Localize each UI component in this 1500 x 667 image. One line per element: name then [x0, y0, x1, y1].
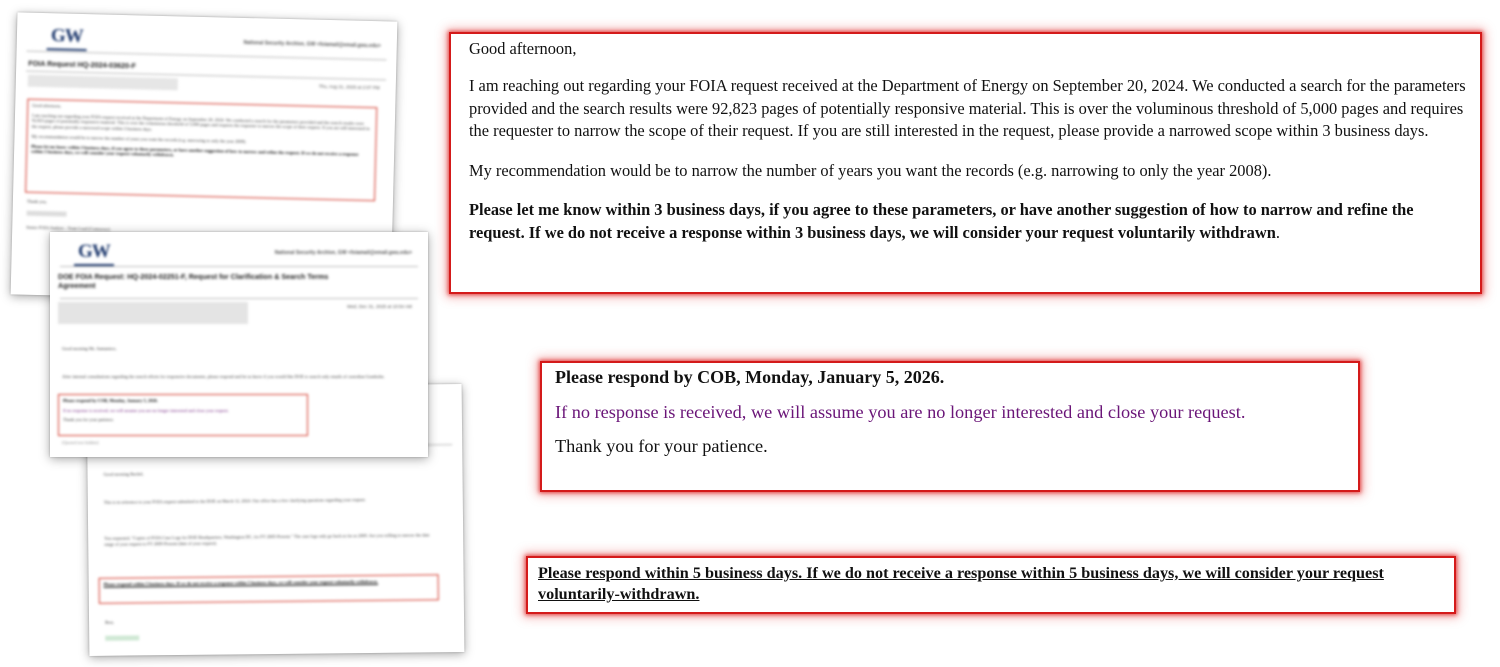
gw-logo: GW	[50, 25, 83, 47]
deadline-bold: Please let me know within 3 business days, if you agree to these parameters, or have another suggestion of how to narrow and refine the request. If we do not receive a response within 3 business days, we will consider your request voluntarily withdrawn	[469, 200, 1414, 242]
callout-email-excerpt-1	[449, 32, 1482, 294]
body-paragraph: After internal consultations regarding the search efforts for responsive documents, please respond and let us know if you would like DOE to search only emails of custodian Granholm.	[62, 374, 385, 379]
callout-email-excerpt-3	[526, 556, 1456, 614]
sender: National Security Archive, GW <foiamail@email.gwu.edu>	[243, 39, 381, 50]
warning-purple: If no response is received, we will assume you are no longer interested and close your request.	[555, 402, 1246, 422]
greeting: Good morning Rachel,	[103, 471, 144, 477]
highlight-box: Please respond by COB, Monday, January 5, 2026. If no response is received, we will assume you are no longer interested and close your request. Thank you for your patience.	[58, 394, 308, 436]
email-date: Wed, Dec 31, 2025 at 10:54 AM	[346, 304, 412, 309]
greeting: Good morning Ms. Santaniero,	[62, 346, 117, 351]
email-subject: FOIA Request HQ-2024-03620-F	[28, 58, 136, 71]
deadline-bold: Please respond by COB, Monday, January 5, 2026.	[555, 367, 945, 387]
greeting: Good afternoon,	[469, 39, 577, 58]
deadline-paragraph	[469, 199, 1466, 244]
body-paragraph-1: This is in reference to your FOIA request submitted to the DOE on March 12, 2024. Our office has a few clarifying questions regarding your request.	[103, 497, 366, 505]
body-paragraph-2: You requested, "Copies of FOIA Case Logs for DOE Headquarters, Washington DC, for FY 2005-Present." The case logs only go back as far as 2009. Are you willing to narrow the date range of your request to FY 2009-Present (date of your request).	[104, 532, 430, 547]
email-thumbnail-2	[50, 232, 428, 457]
name-redacted	[27, 211, 67, 217]
deadline-underlined: Please respond within 5 business days. If we do not receive a response within 5 business days, we will consider your request voluntarily-withdrawn.	[538, 564, 1384, 604]
email-date: Thu, Aug 21, 2025 at 2:07 PM	[318, 83, 380, 91]
recommendation: My recommendation would be to narrow the number of years you want the records (e.g. narrowing to only the year 2008).	[469, 160, 1272, 180]
highlight-box: Please respond within 5 business days. If we do not receive a response within 5 business days, we will consider your request voluntarily-withdrawn.	[99, 574, 439, 604]
sender: National Security Archive, GW <foiamail@email.gwu.edu>	[274, 250, 412, 256]
callout-email-excerpt-2	[540, 361, 1360, 492]
email-subject: DOE FOIA Request: HQ-2024-02251-F, Request for Clarification & Search Terms Agreement	[58, 272, 329, 290]
period: .	[1275, 222, 1280, 242]
signature-redacted	[105, 635, 139, 640]
gw-logo: GW	[78, 241, 110, 262]
body-paragraph: I am reaching out regarding your FOIA request received at the Department of Energy on September 20, 2024. We conducted a search for the parameters provided and the search results were 92,823 pages of potentially responsive material. This is over the voluminous threshold of 5,000 pages and requires the requester to narrow the scope of their request. If you are still interested in the request, please provide a narrowed scope within 3 business days.	[469, 76, 1466, 141]
signature: Senior FOIA Analyst – Team Lead (Contractor)	[26, 224, 111, 232]
recipient-lines	[28, 75, 178, 91]
recipient-lines	[58, 302, 248, 324]
highlight-box: Good afternoon, I am reaching out regarding your FOIA request received at the Department of Energy on September 20, 2024. We conducted a search for the parameters provided and the search results were 92,823 pages of potentially responsive material. This is over the voluminous threshold of 5,000 pages and requires the requester to narrow the scope of their request. If you are still interested in the request, please provide a narrowed scope within 3 business days. My recommendation would be to narrow the number of years you want the records (e.g. narrowing to only the year 2008). Please let me know within 3 business days, if you agree to these parameters, or have another suggestion of how to narrow and refine the request. If we do not receive a response within 3 business days, we will consider your request voluntarily withdrawn.	[25, 99, 377, 202]
thanks-line: Thank you for your patience.	[555, 436, 768, 456]
closing: Best,	[105, 619, 114, 625]
closing: Thank you,	[26, 198, 47, 205]
quoted-text: [Quoted text hidden]	[62, 440, 99, 445]
